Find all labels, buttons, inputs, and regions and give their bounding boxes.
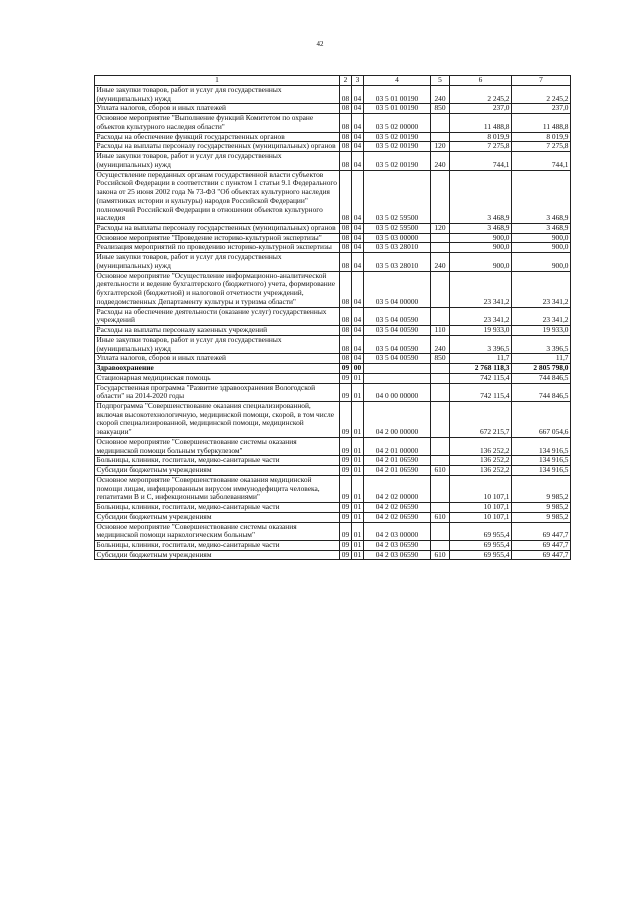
expense-type-cell: 610 bbox=[431, 550, 450, 560]
target-article-cell: 03 5 02 00000 bbox=[364, 114, 431, 132]
section-code-cell: 09 bbox=[340, 401, 352, 437]
subsection-code-cell: 01 bbox=[352, 401, 364, 437]
amount-year-1-cell: 900,0 bbox=[450, 243, 512, 253]
subsection-code-cell: 04 bbox=[352, 114, 364, 132]
target-article-cell: 03 5 03 28010 bbox=[364, 243, 431, 253]
target-article-cell bbox=[364, 373, 431, 383]
section-code-cell: 08 bbox=[340, 354, 352, 364]
target-article-cell: 04 2 02 06590 bbox=[364, 503, 431, 513]
subsection-code-cell: 04 bbox=[352, 104, 364, 114]
target-article-cell: 04 2 01 06590 bbox=[364, 456, 431, 466]
table-row bbox=[95, 114, 571, 132]
row-name-cell: Основное мероприятие "Выполнение функций Комитетом по охране объектов культурного наследия области" bbox=[95, 114, 340, 132]
expense-type-cell: 120 bbox=[431, 142, 450, 152]
amount-year-2-cell: 237,0 bbox=[512, 104, 571, 114]
table-row bbox=[95, 512, 571, 522]
section-code-cell: 08 bbox=[340, 253, 352, 271]
row-name-cell: Расходы на выплаты персоналу государственных (муниципальных) органов bbox=[95, 142, 340, 152]
target-article-cell: 03 5 02 59500 bbox=[364, 224, 431, 234]
target-article-cell: 04 2 01 00000 bbox=[364, 437, 431, 455]
expense-type-cell bbox=[431, 243, 450, 253]
target-article-cell: 03 5 04 00590 bbox=[364, 307, 431, 325]
section-code-cell: 08 bbox=[340, 152, 352, 170]
amount-year-1-cell: 10 107,1 bbox=[450, 512, 512, 522]
row-name-cell: Реализация мероприятий по проведению историко-культурной экспертизы bbox=[95, 243, 340, 253]
expense-type-cell bbox=[431, 364, 450, 374]
table-body bbox=[95, 86, 571, 560]
amount-year-2-cell: 9 985,2 bbox=[512, 475, 571, 502]
row-name-cell: Уплата налогов, сборов и иных платежей bbox=[95, 104, 340, 114]
expense-type-cell bbox=[431, 373, 450, 383]
table-row bbox=[95, 540, 571, 550]
section-code-cell: 08 bbox=[340, 132, 352, 142]
expense-type-cell: 240 bbox=[431, 253, 450, 271]
header-col-7: 7 bbox=[512, 76, 571, 86]
table-row bbox=[95, 104, 571, 114]
subsection-code-cell: 04 bbox=[352, 142, 364, 152]
header-col-1: 1 bbox=[95, 76, 340, 86]
amount-year-2-cell: 900,0 bbox=[512, 233, 571, 243]
amount-year-1-cell: 69 955,4 bbox=[450, 522, 512, 540]
amount-year-1-cell: 10 107,1 bbox=[450, 475, 512, 502]
subsection-code-cell: 04 bbox=[352, 243, 364, 253]
row-name-cell: Расходы на выплаты персоналу казенных учреждений bbox=[95, 326, 340, 336]
amount-year-1-cell: 7 275,8 bbox=[450, 142, 512, 152]
expense-type-cell: 850 bbox=[431, 354, 450, 364]
section-code-cell: 08 bbox=[340, 114, 352, 132]
section-code-cell: 08 bbox=[340, 271, 352, 307]
amount-year-1-cell: 11 488,8 bbox=[450, 114, 512, 132]
amount-year-2-cell: 667 054,6 bbox=[512, 401, 571, 437]
table-row bbox=[95, 383, 571, 401]
expense-type-cell bbox=[431, 233, 450, 243]
expense-type-cell bbox=[431, 307, 450, 325]
section-code-cell: 09 bbox=[340, 364, 352, 374]
amount-year-2-cell: 9 985,2 bbox=[512, 503, 571, 513]
subsection-code-cell: 01 bbox=[352, 475, 364, 502]
amount-year-2-cell: 3 396,5 bbox=[512, 335, 571, 353]
subsection-code-cell: 04 bbox=[352, 170, 364, 223]
row-name-cell: Расходы на обеспечение деятельности (оказание услуг) государственных учреждений bbox=[95, 307, 340, 325]
amount-year-2-cell: 744 846,5 bbox=[512, 383, 571, 401]
section-code-cell: 09 bbox=[340, 456, 352, 466]
table-row bbox=[95, 550, 571, 560]
amount-year-1-cell: 136 252,2 bbox=[450, 437, 512, 455]
row-name-cell: Больницы, клиники, госпитали, медико-санитарные части bbox=[95, 540, 340, 550]
amount-year-2-cell: 69 447,7 bbox=[512, 522, 571, 540]
table-row bbox=[95, 142, 571, 152]
table-row bbox=[95, 373, 571, 383]
table-row bbox=[95, 401, 571, 437]
section-code-cell: 09 bbox=[340, 540, 352, 550]
table-row bbox=[95, 364, 571, 374]
amount-year-1-cell: 900,0 bbox=[450, 233, 512, 243]
row-name-cell: Иные закупки товаров, работ и услуг для государственных (муниципальных) нужд bbox=[95, 152, 340, 170]
amount-year-1-cell: 3 396,5 bbox=[450, 335, 512, 353]
page-number: 42 bbox=[316, 40, 324, 48]
table-row bbox=[95, 466, 571, 476]
amount-year-2-cell: 69 447,7 bbox=[512, 540, 571, 550]
section-code-cell: 08 bbox=[340, 142, 352, 152]
amount-year-2-cell: 900,0 bbox=[512, 253, 571, 271]
target-article-cell: 04 2 03 00000 bbox=[364, 522, 431, 540]
amount-year-1-cell: 11,7 bbox=[450, 354, 512, 364]
section-code-cell: 08 bbox=[340, 104, 352, 114]
section-code-cell: 08 bbox=[340, 307, 352, 325]
amount-year-1-cell: 23 341,2 bbox=[450, 307, 512, 325]
header-col-4: 4 bbox=[364, 76, 431, 86]
row-name-cell: Стационарная медицинская помощь bbox=[95, 373, 340, 383]
header-col-6: 6 bbox=[450, 76, 512, 86]
subsection-code-cell: 01 bbox=[352, 540, 364, 550]
amount-year-2-cell: 69 447,7 bbox=[512, 550, 571, 560]
subsection-code-cell: 04 bbox=[352, 152, 364, 170]
subsection-code-cell: 01 bbox=[352, 522, 364, 540]
amount-year-1-cell: 69 955,4 bbox=[450, 540, 512, 550]
subsection-code-cell: 01 bbox=[352, 550, 364, 560]
amount-year-1-cell: 3 468,9 bbox=[450, 170, 512, 223]
subsection-code-cell: 04 bbox=[352, 335, 364, 353]
expense-type-cell bbox=[431, 522, 450, 540]
amount-year-1-cell: 672 215,7 bbox=[450, 401, 512, 437]
header-col-2: 2 bbox=[340, 76, 352, 86]
budget-table bbox=[94, 75, 571, 560]
subsection-code-cell: 04 bbox=[352, 132, 364, 142]
amount-year-1-cell: 10 107,1 bbox=[450, 503, 512, 513]
table-row bbox=[95, 170, 571, 223]
table-row bbox=[95, 224, 571, 234]
subsection-code-cell: 01 bbox=[352, 437, 364, 455]
amount-year-1-cell: 742 115,4 bbox=[450, 383, 512, 401]
row-name-cell: Больницы, клиники, госпитали, медико-санитарные части bbox=[95, 456, 340, 466]
subsection-code-cell: 01 bbox=[352, 456, 364, 466]
table-row bbox=[95, 86, 571, 104]
expense-type-cell bbox=[431, 437, 450, 455]
subsection-code-cell: 04 bbox=[352, 326, 364, 336]
expense-type-cell bbox=[431, 271, 450, 307]
expense-type-cell bbox=[431, 540, 450, 550]
row-name-cell: Уплата налогов, сборов и иных платежей bbox=[95, 354, 340, 364]
target-article-cell: 04 2 02 00000 bbox=[364, 475, 431, 502]
expense-type-cell: 120 bbox=[431, 224, 450, 234]
section-code-cell: 09 bbox=[340, 437, 352, 455]
amount-year-2-cell: 134 916,5 bbox=[512, 437, 571, 455]
section-code-cell: 09 bbox=[340, 512, 352, 522]
amount-year-2-cell: 744 846,5 bbox=[512, 373, 571, 383]
table-row bbox=[95, 503, 571, 513]
expense-type-cell bbox=[431, 475, 450, 502]
table-row bbox=[95, 233, 571, 243]
target-article-cell: 03 5 03 28010 bbox=[364, 253, 431, 271]
subsection-code-cell: 04 bbox=[352, 253, 364, 271]
target-article-cell: 03 5 02 00190 bbox=[364, 152, 431, 170]
subsection-code-cell: 04 bbox=[352, 307, 364, 325]
amount-year-1-cell: 900,0 bbox=[450, 253, 512, 271]
row-name-cell: Расходы на выплаты персоналу государственных (муниципальных) органов bbox=[95, 224, 340, 234]
section-code-cell: 08 bbox=[340, 243, 352, 253]
target-article-cell: 04 2 01 06590 bbox=[364, 466, 431, 476]
target-article-cell: 04 2 03 06590 bbox=[364, 540, 431, 550]
target-article-cell: 03 5 04 00590 bbox=[364, 335, 431, 353]
subsection-code-cell: 01 bbox=[352, 503, 364, 513]
amount-year-1-cell: 2 768 118,3 bbox=[450, 364, 512, 374]
expense-type-cell bbox=[431, 401, 450, 437]
subsection-code-cell: 01 bbox=[352, 512, 364, 522]
section-code-cell: 09 bbox=[340, 550, 352, 560]
table-row bbox=[95, 437, 571, 455]
section-code-cell: 09 bbox=[340, 466, 352, 476]
subsection-code-cell: 04 bbox=[352, 224, 364, 234]
target-article-cell bbox=[364, 364, 431, 374]
target-article-cell: 04 2 00 00000 bbox=[364, 401, 431, 437]
amount-year-2-cell: 2 805 798,0 bbox=[512, 364, 571, 374]
table-row bbox=[95, 522, 571, 540]
subsection-code-cell: 01 bbox=[352, 466, 364, 476]
header-col-3: 3 bbox=[352, 76, 364, 86]
target-article-cell: 03 5 02 00190 bbox=[364, 132, 431, 142]
row-name-cell: Основное мероприятие "Осуществление информационно-аналитической деятельности и ведение бухгалтерского (бюджетного) учета, формирование бухгалтерской (бюджетной) и налоговой отчетности учреждений, подведомственных Департаменту культуры и туризма области" bbox=[95, 271, 340, 307]
amount-year-1-cell: 742 115,4 bbox=[450, 373, 512, 383]
target-article-cell: 03 5 01 00190 bbox=[364, 86, 431, 104]
expense-type-cell: 240 bbox=[431, 335, 450, 353]
amount-year-1-cell: 23 341,2 bbox=[450, 271, 512, 307]
amount-year-2-cell: 7 275,8 bbox=[512, 142, 571, 152]
table-row bbox=[95, 456, 571, 466]
subsection-code-cell: 04 bbox=[352, 86, 364, 104]
table-row bbox=[95, 243, 571, 253]
section-code-cell: 08 bbox=[340, 170, 352, 223]
section-code-cell: 09 bbox=[340, 383, 352, 401]
target-article-cell: 03 5 04 00590 bbox=[364, 326, 431, 336]
row-name-cell: Субсидии бюджетным учреждениям bbox=[95, 466, 340, 476]
table-row bbox=[95, 152, 571, 170]
amount-year-2-cell: 900,0 bbox=[512, 243, 571, 253]
subsection-code-cell: 01 bbox=[352, 373, 364, 383]
table-row bbox=[95, 307, 571, 325]
amount-year-2-cell: 23 341,2 bbox=[512, 271, 571, 307]
expense-type-cell: 240 bbox=[431, 152, 450, 170]
expense-type-cell bbox=[431, 132, 450, 142]
table-row bbox=[95, 271, 571, 307]
row-name-cell: Субсидии бюджетным учреждениям bbox=[95, 550, 340, 560]
expense-type-cell: 610 bbox=[431, 466, 450, 476]
expense-type-cell: 610 bbox=[431, 512, 450, 522]
amount-year-1-cell: 136 252,2 bbox=[450, 456, 512, 466]
section-code-cell: 09 bbox=[340, 503, 352, 513]
amount-year-2-cell: 23 341,2 bbox=[512, 307, 571, 325]
amount-year-1-cell: 237,0 bbox=[450, 104, 512, 114]
section-code-cell: 08 bbox=[340, 86, 352, 104]
subsection-code-cell: 01 bbox=[352, 383, 364, 401]
subsection-code-cell: 00 bbox=[352, 364, 364, 374]
amount-year-2-cell: 11,7 bbox=[512, 354, 571, 364]
amount-year-1-cell: 2 245,2 bbox=[450, 86, 512, 104]
target-article-cell: 04 2 02 06590 bbox=[364, 512, 431, 522]
expense-type-cell bbox=[431, 114, 450, 132]
row-name-cell: Подпрограмма "Совершенствование оказания специализированной, включая высокотехнологичную, медицинской помощи, скорой, в том числе скорой специализированной, медицинской помощи, медицинской эвакуации" bbox=[95, 401, 340, 437]
section-code-cell: 09 bbox=[340, 475, 352, 502]
amount-year-1-cell: 8 019,9 bbox=[450, 132, 512, 142]
amount-year-1-cell: 69 955,4 bbox=[450, 550, 512, 560]
table-header-row bbox=[95, 76, 571, 86]
amount-year-2-cell: 134 916,5 bbox=[512, 456, 571, 466]
target-article-cell: 03 5 04 00590 bbox=[364, 354, 431, 364]
amount-year-2-cell: 3 468,9 bbox=[512, 224, 571, 234]
expense-type-cell: 850 bbox=[431, 104, 450, 114]
table-row bbox=[95, 326, 571, 336]
table-row bbox=[95, 354, 571, 364]
expense-type-cell: 110 bbox=[431, 326, 450, 336]
expense-type-cell: 240 bbox=[431, 86, 450, 104]
amount-year-2-cell: 9 985,2 bbox=[512, 512, 571, 522]
header-col-5: 5 bbox=[431, 76, 450, 86]
row-name-cell: Государственная программа "Развитие здравоохранения Вологодской области" на 2014-2020 годы bbox=[95, 383, 340, 401]
target-article-cell: 03 5 04 00000 bbox=[364, 271, 431, 307]
expense-type-cell bbox=[431, 170, 450, 223]
amount-year-1-cell: 19 933,0 bbox=[450, 326, 512, 336]
row-name-cell: Основное мероприятие "Совершенствование системы оказания медицинской помощи наркологическим больным" bbox=[95, 522, 340, 540]
expense-type-cell bbox=[431, 503, 450, 513]
amount-year-2-cell: 8 019,9 bbox=[512, 132, 571, 142]
subsection-code-cell: 04 bbox=[352, 354, 364, 364]
row-name-cell: Иные закупки товаров, работ и услуг для государственных (муниципальных) нужд bbox=[95, 335, 340, 353]
table-row bbox=[95, 253, 571, 271]
subsection-code-cell: 04 bbox=[352, 271, 364, 307]
target-article-cell: 04 0 00 00000 bbox=[364, 383, 431, 401]
row-name-cell: Иные закупки товаров, работ и услуг для государственных (муниципальных) нужд bbox=[95, 86, 340, 104]
amount-year-2-cell: 2 245,2 bbox=[512, 86, 571, 104]
amount-year-2-cell: 3 468,9 bbox=[512, 170, 571, 223]
target-article-cell: 03 5 02 59500 bbox=[364, 170, 431, 223]
row-name-cell: Основное мероприятие "Совершенствование системы оказания медицинской помощи больным туберкулезом" bbox=[95, 437, 340, 455]
target-article-cell: 03 5 01 00190 bbox=[364, 104, 431, 114]
row-name-cell: Здравоохранение bbox=[95, 364, 340, 374]
row-name-cell: Субсидии бюджетным учреждениям bbox=[95, 512, 340, 522]
target-article-cell: 03 5 02 00190 bbox=[364, 142, 431, 152]
amount-year-1-cell: 136 252,2 bbox=[450, 466, 512, 476]
row-name-cell: Осуществление переданных органам государственной власти субъектов Российской Федерации в соответствии с пунктом 1 статьи 9.1 Федерального закона от 25 июня 2002 года № 73-ФЗ "Об объектах культурного наследия (памятниках истории и культуры) народов Российской Федерации" полномочий Российской Федерации в отношении объектов культурного наследия bbox=[95, 170, 340, 223]
amount-year-1-cell: 3 468,9 bbox=[450, 224, 512, 234]
row-name-cell: Расходы на обеспечение функций государственных органов bbox=[95, 132, 340, 142]
section-code-cell: 08 bbox=[340, 224, 352, 234]
row-name-cell: Иные закупки товаров, работ и услуг для государственных (муниципальных) нужд bbox=[95, 253, 340, 271]
amount-year-2-cell: 19 933,0 bbox=[512, 326, 571, 336]
amount-year-2-cell: 744,1 bbox=[512, 152, 571, 170]
expense-type-cell bbox=[431, 383, 450, 401]
target-article-cell: 04 2 03 06590 bbox=[364, 550, 431, 560]
table-row bbox=[95, 132, 571, 142]
section-code-cell: 08 bbox=[340, 233, 352, 243]
amount-year-1-cell: 744,1 bbox=[450, 152, 512, 170]
section-code-cell: 08 bbox=[340, 335, 352, 353]
section-code-cell: 09 bbox=[340, 373, 352, 383]
row-name-cell: Больницы, клиники, госпитали, медико-санитарные части bbox=[95, 503, 340, 513]
table-row bbox=[95, 335, 571, 353]
row-name-cell: Основное мероприятие "Проведение историко-культурной экспертизы" bbox=[95, 233, 340, 243]
amount-year-2-cell: 11 488,8 bbox=[512, 114, 571, 132]
section-code-cell: 09 bbox=[340, 522, 352, 540]
expense-type-cell bbox=[431, 456, 450, 466]
amount-year-2-cell: 134 916,5 bbox=[512, 466, 571, 476]
subsection-code-cell: 04 bbox=[352, 233, 364, 243]
row-name-cell: Основное мероприятие "Совершенствование оказания медицинской помощи лицам, инфицированным вирусом иммунодефицита человека, гепатитами В и С, инфекционными заболеваниями" bbox=[95, 475, 340, 502]
target-article-cell: 03 5 03 00000 bbox=[364, 233, 431, 243]
table-row bbox=[95, 475, 571, 502]
section-code-cell: 08 bbox=[340, 326, 352, 336]
